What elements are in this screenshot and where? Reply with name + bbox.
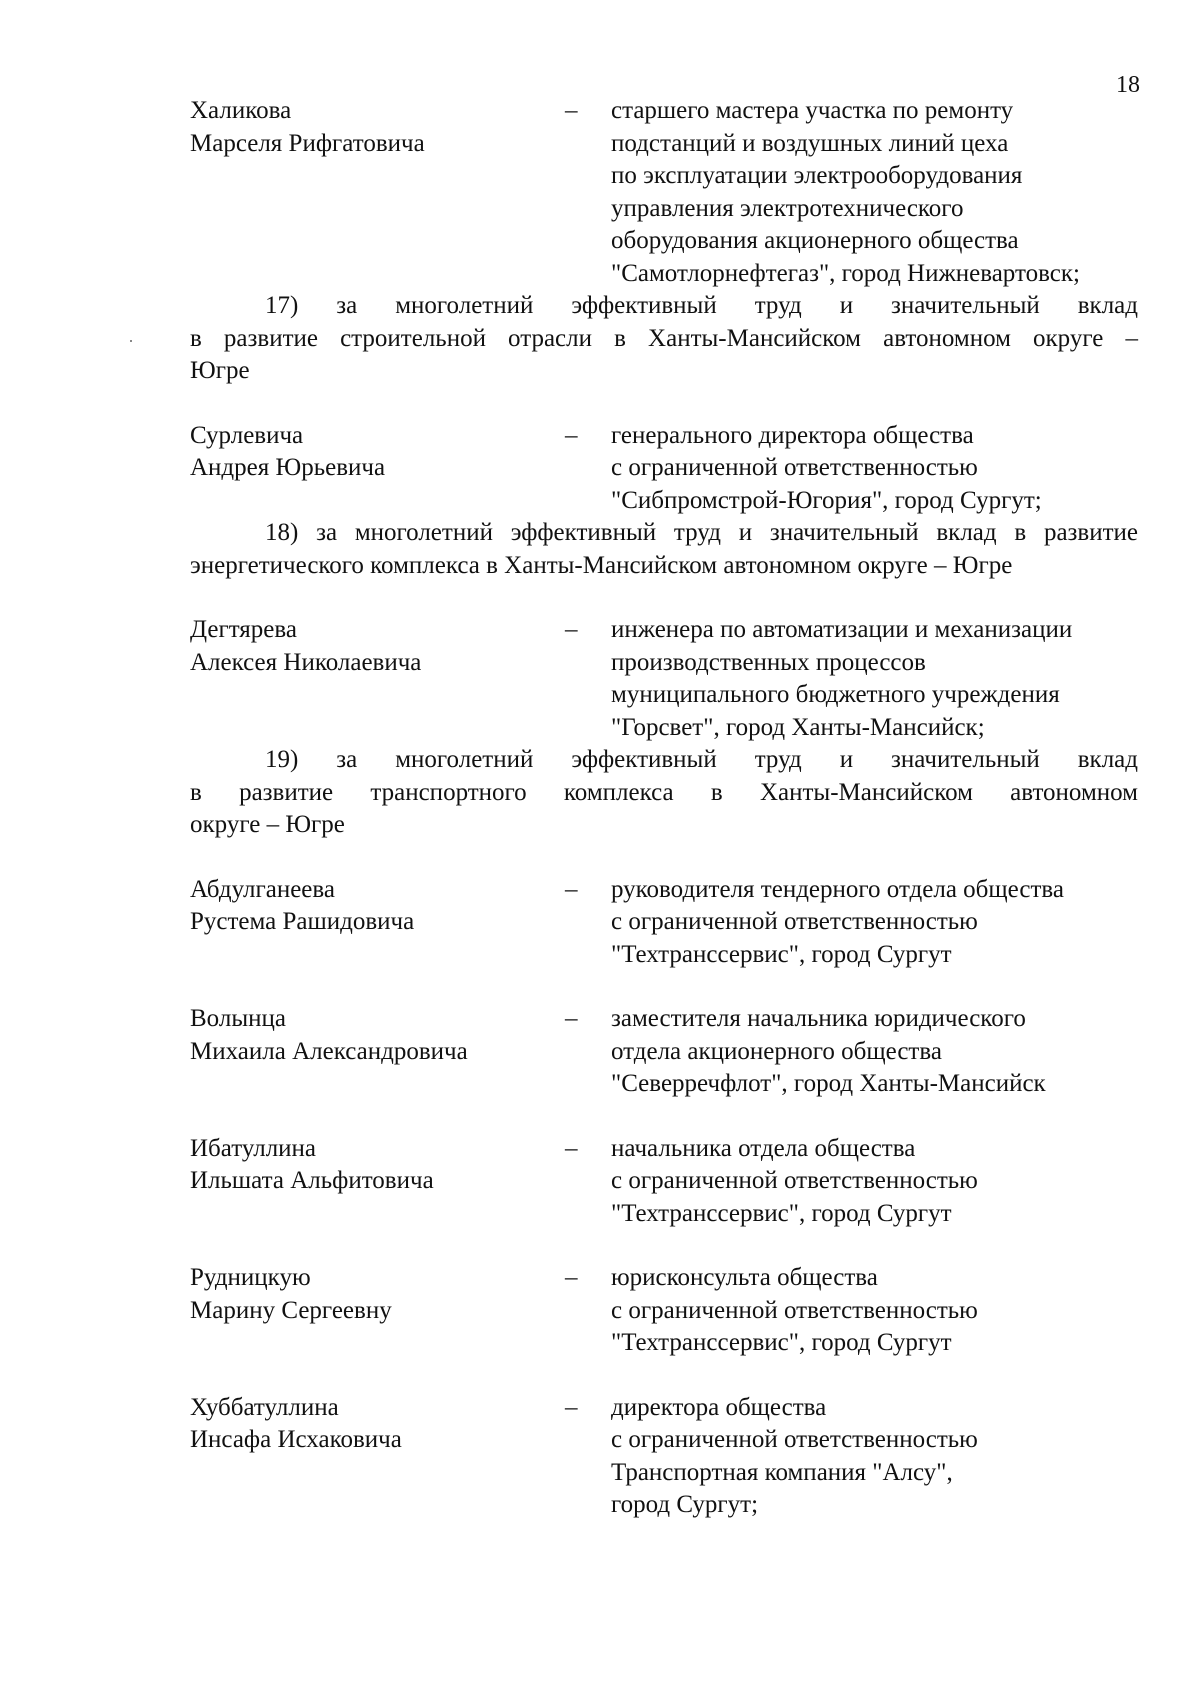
entry-dash: –: [565, 421, 578, 449]
awardee-name-line: Михаила Александровича: [190, 1037, 468, 1065]
awardee-position-line: руководителя тендерного отдела общества: [611, 875, 1064, 903]
paragraph-line: Югре: [190, 357, 250, 384]
awardee-name-line: Дегтярева: [190, 616, 297, 643]
awardee-name-line: Инсафа Исхаковича: [190, 1426, 402, 1453]
award-category-paragraph: [190, 744, 1138, 842]
awardee-name-line: Абдулганеева: [190, 875, 335, 903]
paragraph-line: округе – Югре: [190, 811, 345, 838]
awardee-entry: [190, 874, 1138, 972]
awardee-name-line: Андрея Юрьевича: [190, 454, 386, 481]
awardee-position-line: "Техтранссервис", город Сургут: [611, 1329, 952, 1356]
entry-dash: –: [565, 97, 578, 124]
awardee-position: [611, 1003, 1138, 1101]
award-category-paragraph: [190, 290, 1138, 388]
entry-dash: –: [565, 1393, 578, 1421]
awardee-position: [611, 874, 1138, 972]
awardee-position-line: с ограниченной ответственностью: [611, 454, 978, 481]
awardee-entry: [190, 1003, 1138, 1101]
awardee-name-line: Сурлевича: [190, 421, 304, 449]
awardee-position-line: "Горсвет", город Ханты-Мансийск;: [611, 713, 985, 741]
awardee-name-line: Ильшата Альфитовича: [190, 1167, 434, 1194]
award-category-paragraph: [190, 517, 1138, 582]
document-body: [190, 95, 1138, 1522]
awardee-position-line: заместителя начальника юридического: [611, 1005, 1026, 1032]
awardee-name: [190, 1003, 565, 1101]
awardee-name-line: Алексея Николаевича: [190, 648, 422, 676]
awardee-position-line: управления электротехнического: [611, 194, 964, 222]
entry-dash: –: [565, 1005, 578, 1032]
awardee-position-line: "Сибпромстрой-Югория", город Сургут;: [611, 486, 1042, 514]
awardee-name-line: Рустема Рашидовича: [190, 908, 415, 935]
awardee-name: [190, 1392, 565, 1522]
awardee-name: [190, 420, 565, 518]
awardee-name-line: Волынца: [190, 1005, 286, 1032]
awardee-entry: [190, 420, 1138, 518]
awardee-name-line: Рудницкую: [190, 1264, 311, 1291]
paragraph-line: в развитие транспортного комплекса в Ханты-Мансийском автономном: [190, 778, 1138, 806]
awardee-position-line: "Техтранссервис", город Сургут: [611, 940, 952, 968]
awardee-position-line: отдела акционерного общества: [611, 1037, 942, 1065]
awardee-position: [611, 95, 1138, 290]
awardee-position: [611, 1262, 1138, 1360]
awardee-name-line: Марселя Рифгатовича: [190, 129, 425, 157]
awardee-position-line: с ограниченной ответственностью: [611, 1426, 978, 1453]
awardee-position-line: юрисконсульта общества: [611, 1264, 878, 1291]
awardee-name-line: Ибатуллина: [190, 1134, 317, 1162]
awardee-position-line: по эксплуатации электрооборудования: [611, 162, 1023, 189]
awardee-name: [190, 95, 565, 290]
paragraph-line: энергетического комплекса в Ханты-Мансийском автономном округе – Югре: [190, 551, 1013, 579]
awardee-position-line: производственных процессов: [611, 648, 926, 676]
awardee-position-line: начальника отдела общества: [611, 1134, 916, 1162]
margin-dot: [130, 340, 132, 342]
awardee-position: [611, 1133, 1138, 1231]
awardee-position-line: "Техтранссервис", город Сургут: [611, 1199, 952, 1227]
awardee-entry: [190, 1262, 1138, 1360]
awardee-name-line: Халикова: [190, 97, 292, 124]
awardee-position-line: город Сургут;: [611, 1491, 759, 1518]
awardee-name: [190, 1133, 565, 1231]
paragraph-line: в развитие строительной отрасли в Ханты-Мансийском автономном округе –: [190, 324, 1138, 352]
entry-dash: –: [565, 1264, 578, 1291]
entry-dash: –: [565, 1134, 578, 1162]
awardee-position-line: с ограниченной ответственностью: [611, 908, 978, 935]
page-number: 18: [1116, 72, 1140, 98]
awardee-entry: [190, 1392, 1138, 1522]
awardee-position-line: инженера по автоматизации и механизации: [611, 616, 1073, 643]
awardee-entry: [190, 1133, 1138, 1231]
entry-dash: –: [565, 875, 578, 903]
awardee-position-line: старшего мастера участка по ремонту: [611, 97, 1014, 124]
awardee-position-line: генерального директора общества: [611, 421, 974, 449]
awardee-position: [611, 420, 1138, 518]
awardee-position-line: "Самотлорнефтегаз", город Нижневартовск;: [611, 259, 1080, 287]
paragraph-line: 19) за многолетний эффективный труд и значительный вклад: [265, 746, 1138, 773]
paragraph-line: 18) за многолетний эффективный труд и значительный вклад в развитие: [265, 519, 1138, 546]
awardee-name-line: Хуббатуллина: [190, 1393, 339, 1421]
awardee-position-line: с ограниченной ответственностью: [611, 1167, 978, 1194]
awardee-name: [190, 874, 565, 972]
awardee-position: [611, 1392, 1138, 1522]
awardee-name: [190, 1262, 565, 1360]
awardee-position-line: директора общества: [611, 1393, 827, 1421]
awardee-entry: [190, 614, 1138, 744]
paragraph-line: 17) за многолетний эффективный труд и значительный вклад: [265, 292, 1138, 319]
awardee-name: [190, 614, 565, 744]
awardee-position-line: Транспортная компания "Алсу",: [611, 1458, 953, 1486]
awardee-position-line: с ограниченной ответственностью: [611, 1296, 978, 1324]
awardee-name-line: Марину Сергеевну: [190, 1296, 392, 1324]
awardee-position-line: подстанций и воздушных линий цеха: [611, 129, 1009, 157]
awardee-position-line: "Северречфлот", город Ханты-Мансийск: [611, 1070, 1046, 1097]
awardee-position: [611, 614, 1138, 744]
awardee-position-line: оборудования акционерного общества: [611, 227, 1019, 254]
awardee-position-line: муниципального бюджетного учреждения: [611, 681, 1060, 708]
awardee-entry: [190, 95, 1138, 290]
entry-dash: –: [565, 616, 578, 643]
